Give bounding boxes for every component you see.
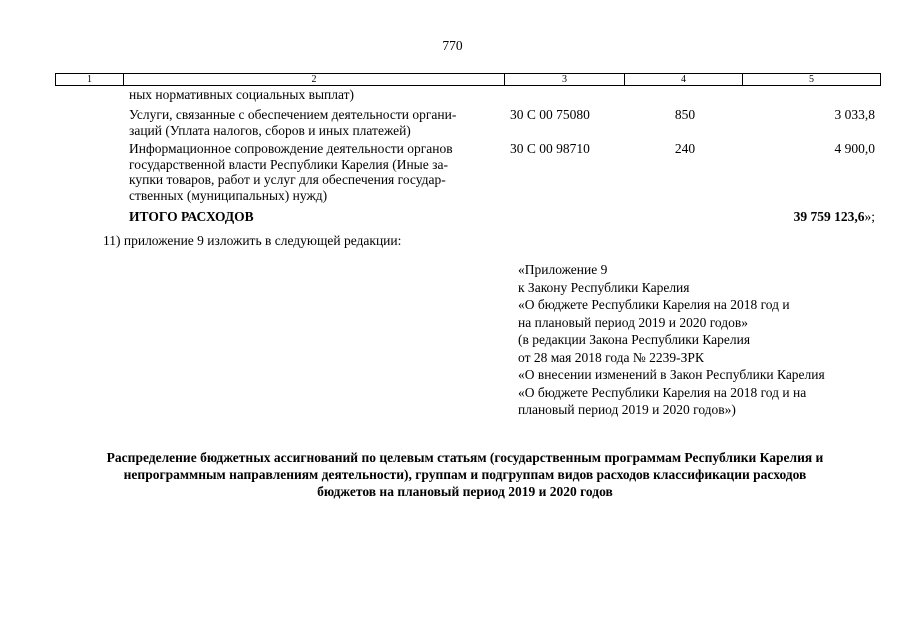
row-name-line: Услуги, связанные с обеспечением деятельности органи-	[129, 107, 457, 122]
appendix-line: «Приложение 9	[518, 262, 608, 277]
row-name-line: ных нормативных социальных выплат)	[129, 87, 355, 102]
appendix-line: к Закону Республики Карелия	[518, 279, 690, 295]
table-row	[129, 141, 501, 203]
row-name-line: ственных (муниципальных) нужд)	[129, 187, 328, 203]
appendix-line: «О внесении изменений в Закон Республики Карелия	[518, 367, 825, 382]
total-label: ИТОГО РАСХОДОВ	[129, 209, 254, 224]
appendix-header	[518, 261, 878, 419]
column-header-3: 3	[505, 74, 625, 85]
document-title	[40, 449, 890, 500]
column-header-2: 2	[124, 74, 505, 85]
title-line: непрограммным направлениям деятельности), группам и подгруппам видов расходов классификации расходов	[123, 467, 807, 482]
row-amount: 4 900,0	[834, 141, 875, 156]
total-amount: 39 759 123,6	[793, 209, 865, 224]
appendix-line: «О бюджете Республики Карелия на 2018 год и на	[518, 384, 807, 400]
table-row	[129, 107, 501, 138]
row-amount: 3 033,8	[834, 107, 875, 122]
row-expense-type: 850	[674, 107, 696, 122]
appendix-line: от 28 мая 2018 года № 2239-ЗРК	[518, 349, 704, 365]
column-header-5: 5	[809, 74, 814, 85]
row-name-line: государственной власти Республики Карелия (Иные за-	[129, 156, 448, 172]
table-column-header	[55, 73, 881, 86]
appendix-line: «О бюджете Республики Карелия на 2018 год и	[518, 297, 790, 312]
total-suffix: »;	[864, 209, 875, 224]
amendment-paragraph: 11) приложение 9 изложить в следующей редакции:	[103, 233, 402, 248]
row-target-code: 30 С 00 75080	[510, 107, 590, 122]
row-name-line: купки товаров, работ и услуг для обеспечения государ-	[129, 172, 446, 187]
page-number: 770	[442, 38, 463, 53]
row-expense-type: 240	[674, 141, 696, 156]
column-header-1: 1	[56, 74, 124, 85]
title-line: бюджетов на плановый период 2019 и 2020 годов	[317, 484, 613, 499]
total-amount-cell	[745, 209, 875, 225]
row-target-code: 30 С 00 98710	[510, 141, 590, 156]
appendix-line: (в редакции Закона Республики Карелия	[518, 332, 751, 347]
table-row	[129, 87, 501, 103]
column-header-4: 4	[625, 74, 743, 85]
row-name-line: заций (Уплата налогов, сборов и иных платежей)	[129, 122, 411, 138]
row-name-line: Информационное сопровождение деятельности органов	[129, 141, 453, 156]
appendix-line: на плановый период 2019 и 2020 годов»	[518, 314, 749, 330]
title-line: Распределение бюджетных ассигнований по целевым статьям (государственным программам Республики Карелия и	[106, 450, 824, 465]
appendix-line: плановый период 2019 и 2020 годов»)	[518, 402, 736, 417]
